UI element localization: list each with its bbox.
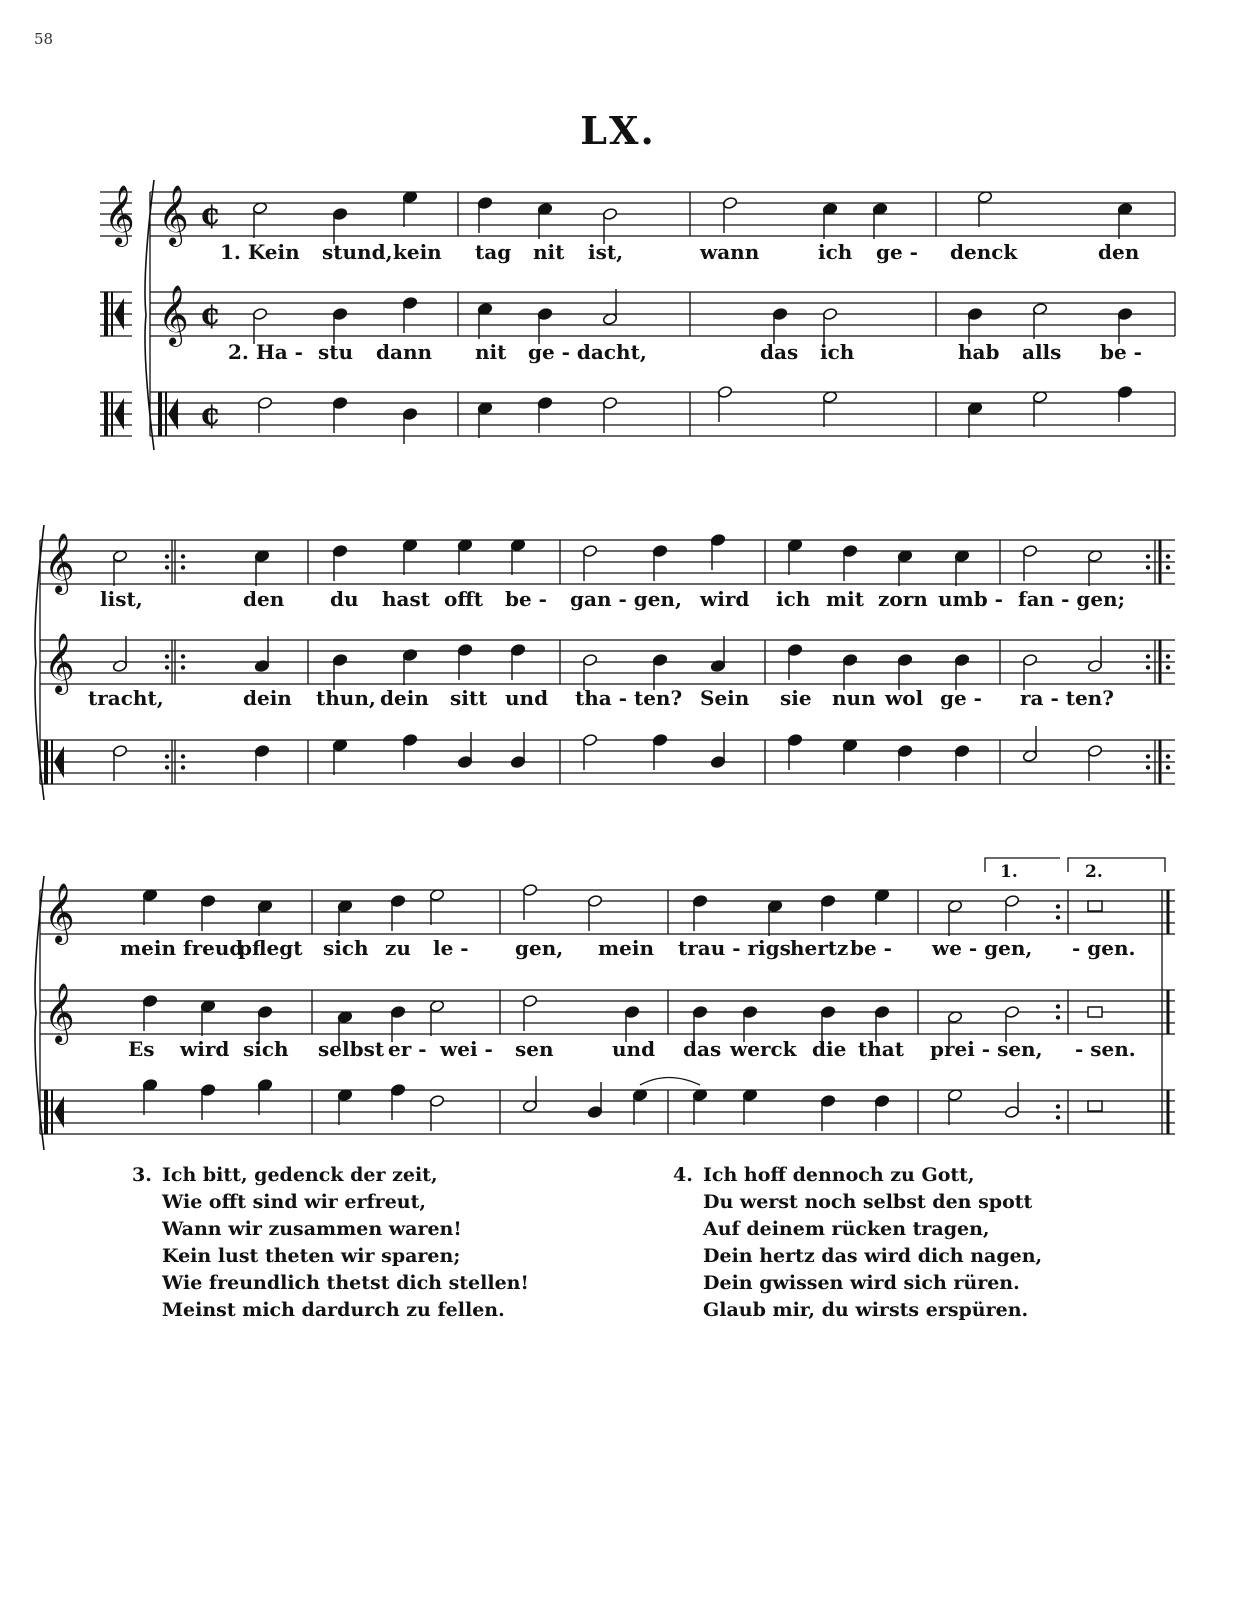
repeat-dot [181, 565, 185, 569]
stanza-number: 4. [673, 1164, 693, 1186]
c-clef-icon [104, 292, 108, 336]
lyric: ich [818, 240, 853, 264]
stanza-line: Auf deinem rücken tragen, [703, 1218, 990, 1240]
c-clef-icon [158, 392, 162, 436]
lyric: nun [832, 686, 876, 710]
c-clef-icon [44, 1090, 48, 1134]
lyric: be - [850, 936, 892, 960]
lyric: und [612, 1037, 656, 1061]
lyric: du [330, 587, 359, 611]
repeat-dot [181, 554, 185, 558]
treble-clef-icon: 𝄞 [44, 983, 75, 1043]
lyric: ge - dacht, [528, 340, 647, 364]
treble-clef-icon: 𝄞 [44, 533, 75, 593]
c-clef-icon [51, 1090, 53, 1134]
lyric: nit [533, 240, 565, 264]
lyric: hast [382, 587, 430, 611]
stanza-line: Ich hoff dennoch zu Gott, [703, 1164, 975, 1186]
lyric: Sein [700, 686, 750, 710]
stanza-line: Wann wir zusammen waren! [162, 1218, 462, 1240]
lyric: zorn [878, 587, 928, 611]
lyric: stu [318, 340, 354, 364]
lyric: wird [700, 587, 750, 611]
treble-clef-icon: 𝄞 [104, 185, 135, 245]
treble-clef-icon: 𝄞 [158, 185, 189, 245]
lyric: ge - [876, 240, 918, 264]
volta-bracket [1068, 858, 1165, 872]
breve-note [1088, 1007, 1102, 1017]
lyric: wann [700, 240, 760, 264]
cut-time-icon: ¢ [200, 197, 221, 232]
lyric: wird [180, 1037, 230, 1061]
lyric: sich [243, 1037, 289, 1061]
repeat-dot [1166, 665, 1170, 669]
stanza-line: Dein hertz das wird dich nagen, [703, 1245, 1043, 1267]
repeat-dot [165, 765, 169, 769]
repeat-dot [165, 665, 169, 669]
stanza-4 [673, 1162, 1043, 1324]
lyric: 2. Ha - [228, 340, 303, 364]
repeat-dot [1146, 654, 1150, 658]
lyric: freud [183, 936, 244, 960]
lyric: trau - rigs [678, 936, 791, 960]
lyric: ich [776, 587, 811, 611]
cut-time-icon: ¢ [200, 397, 221, 432]
lyric: le - [433, 936, 469, 960]
lyric: wei - [440, 1037, 493, 1061]
lyric: nit [475, 340, 507, 364]
lyric: mit [826, 587, 864, 611]
lyric: prei - sen, [930, 1037, 1043, 1061]
stanza-line: Du werst noch selbst den spott [703, 1191, 1033, 1213]
lyric: sie [780, 686, 812, 710]
lyric: be - [505, 587, 547, 611]
repeat-dot [1166, 565, 1170, 569]
stanza-line: Ich bitt, gedenck der zeit, [162, 1164, 438, 1186]
lyric: sitt [450, 686, 488, 710]
repeat-dot [1166, 554, 1170, 558]
lyric: sich [323, 936, 369, 960]
lyric: dein [380, 686, 429, 710]
repeat-dot [1056, 1104, 1060, 1108]
lyric: und [505, 686, 549, 710]
lyric: das [760, 340, 799, 364]
volta-2: 2. [1085, 862, 1103, 882]
lyric: ra - ten? [1020, 686, 1114, 710]
c-clef-icon [104, 392, 108, 436]
lyric: sen [515, 1037, 554, 1061]
repeat-dot [181, 654, 185, 658]
lyric: hertz [790, 936, 849, 960]
lyric: dein [243, 686, 292, 710]
lyric: er - [388, 1037, 427, 1061]
treble-clef-icon: 𝄞 [44, 883, 75, 943]
repeat-dot [1056, 1004, 1060, 1008]
repeat-dot [1146, 754, 1150, 758]
lyric: werck [730, 1037, 797, 1061]
repeat-dot [1146, 565, 1150, 569]
breve-note [1088, 1101, 1102, 1111]
repeat-dot [1166, 754, 1170, 758]
lyric: ge - [940, 686, 982, 710]
stanza-line: Wie offt sind wir erfreut, [162, 1191, 426, 1213]
stanza-line: Dein gwissen wird sich rüren. [703, 1272, 1020, 1294]
lyric: gen, [515, 936, 564, 960]
lyric: offt [444, 587, 483, 611]
lyric: fan - gen; [1018, 587, 1125, 611]
lyric: tag [475, 240, 512, 264]
stanza-number: 3. [132, 1164, 152, 1186]
lyric: mein [120, 936, 177, 960]
cut-time-icon: ¢ [200, 297, 221, 332]
lyric: wol [885, 686, 924, 710]
repeat-dot [1166, 654, 1170, 658]
lyric: - sen. [1075, 1037, 1136, 1061]
lyric: hab [958, 340, 1000, 364]
lyric: gan - gen, [570, 587, 682, 611]
lyric: ist, [588, 240, 624, 264]
lyric: tha - ten? [575, 686, 683, 710]
repeat-dot [181, 754, 185, 758]
volta-1: 1. [1000, 862, 1018, 882]
lyric: tracht, [88, 686, 164, 710]
lyric: pflegt [238, 936, 303, 960]
lyric: kein [393, 240, 442, 264]
repeat-dot [165, 654, 169, 658]
lyric: zu [385, 936, 411, 960]
repeat-dot [1146, 765, 1150, 769]
lyric: die [812, 1037, 847, 1061]
repeat-dot [1056, 904, 1060, 908]
repeat-dot [1146, 665, 1150, 669]
c-clef-icon [111, 292, 113, 336]
repeat-dot [181, 665, 185, 669]
c-clef-icon [165, 392, 167, 436]
page-number: 58 [34, 30, 54, 48]
lyric: selbst [318, 1037, 385, 1061]
repeat-dot [165, 754, 169, 758]
breve-note [1088, 901, 1102, 911]
c-clef-icon [51, 740, 53, 784]
repeat-dot [1056, 1115, 1060, 1119]
lyric: ich [820, 340, 855, 364]
repeat-dot [1056, 1015, 1060, 1019]
lyric: das [683, 1037, 722, 1061]
treble-clef-icon: 𝄞 [158, 285, 189, 345]
lyric: 1. Kein [220, 240, 300, 264]
lyric: umb - [938, 587, 1003, 611]
repeat-dot [181, 765, 185, 769]
lyric: that [858, 1037, 904, 1061]
lyric: be - [1100, 340, 1142, 364]
repeat-dot [1166, 765, 1170, 769]
lyric: den [243, 587, 285, 611]
lyric: thun, [316, 686, 376, 710]
repeat-dot [165, 565, 169, 569]
lyric: den [1098, 240, 1140, 264]
repeat-dot [1056, 915, 1060, 919]
treble-clef-icon: 𝄞 [44, 633, 75, 693]
c-clef-icon [44, 740, 48, 784]
volta-bracket [985, 858, 1060, 872]
repeat-dot [165, 554, 169, 558]
stanza-line: Meinst mich dardurch zu fellen. [162, 1299, 505, 1321]
tie [640, 1078, 700, 1086]
stanza-line: Kein lust theten wir sparen; [162, 1245, 461, 1267]
lyric: we - gen, [932, 936, 1033, 960]
lyric: Es [128, 1037, 155, 1061]
repeat-dot [1146, 554, 1150, 558]
stanza-line: Glaub mir, du wirsts erspüren. [703, 1299, 1029, 1321]
c-clef-icon [111, 392, 113, 436]
lyric: stund, [322, 240, 393, 264]
lyric: dann [376, 340, 433, 364]
piece-title: LX. [580, 108, 656, 153]
lyric: - gen. [1072, 936, 1136, 960]
stanza-line: Wie freundlich thetst dich stellen! [162, 1272, 529, 1294]
lyric: alls [1022, 340, 1062, 364]
lyric: denck [950, 240, 1018, 264]
lyric: list, [100, 587, 143, 611]
lyric: mein [598, 936, 655, 960]
stanza-3 [132, 1162, 529, 1324]
